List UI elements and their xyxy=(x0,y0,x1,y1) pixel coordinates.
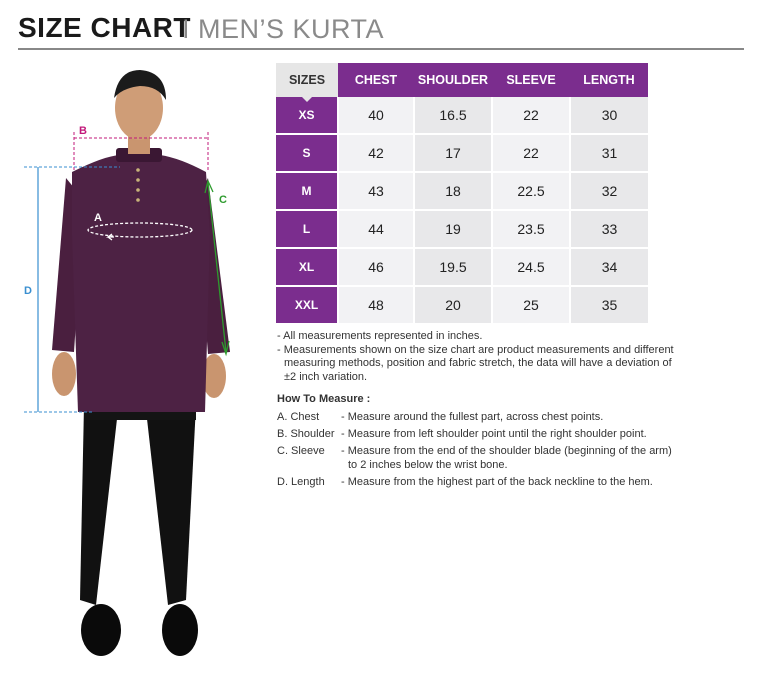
marker-a-label: A xyxy=(94,212,102,224)
right-shoe xyxy=(162,604,198,656)
measure-description: - Measure from left shoulder point until the right shoulder point. xyxy=(341,428,647,440)
measure-item-chest xyxy=(277,410,747,424)
table-row xyxy=(276,286,648,324)
size-table xyxy=(276,63,648,325)
header-shoulder: SHOULDER xyxy=(414,63,492,97)
left-leg xyxy=(80,405,118,605)
shoulder-value: 20 xyxy=(414,286,492,324)
length-value: 33 xyxy=(570,210,648,248)
marker-b-label: B xyxy=(79,125,87,137)
chest-value: 42 xyxy=(338,134,414,172)
sleeve-value: 23.5 xyxy=(492,210,570,248)
measure-description: - Measure around the fullest part, across chest points. xyxy=(341,411,604,423)
measure-label: D. Length xyxy=(277,476,325,488)
right-leg xyxy=(146,405,196,605)
size-label: L xyxy=(276,210,338,248)
sleeve-value: 25 xyxy=(492,286,570,324)
chest-value: 48 xyxy=(338,286,414,324)
measure-item-shoulder xyxy=(277,427,747,441)
length-value: 31 xyxy=(570,134,648,172)
page-title: SIZE CHART xyxy=(18,12,191,43)
model-figure xyxy=(0,60,262,671)
header-length: LENGTH xyxy=(570,63,648,97)
table-row xyxy=(276,248,648,286)
shoulder-value: 19 xyxy=(414,210,492,248)
sleeve-value: 24.5 xyxy=(492,248,570,286)
header-chest: CHEST xyxy=(338,63,414,97)
note-line: - All measurements represented in inches. xyxy=(277,330,483,342)
size-table-header-row xyxy=(276,63,648,97)
measure-item-sleeve xyxy=(277,444,747,472)
chest-value: 40 xyxy=(338,97,414,134)
sleeve-value: 22.5 xyxy=(492,172,570,210)
size-label: S xyxy=(276,134,338,172)
left-shoe xyxy=(81,604,121,656)
sleeve-value: 22 xyxy=(492,134,570,172)
length-value: 35 xyxy=(570,286,648,324)
note-line: - Measurements shown on the size chart are product measurements and different xyxy=(277,343,674,356)
kurta-body xyxy=(72,155,210,412)
left-hand xyxy=(52,352,76,396)
measure-label: A. Chest xyxy=(277,411,320,423)
header-sizes: SIZES xyxy=(276,63,338,97)
how-to-measure xyxy=(277,393,747,492)
kurta-model-illustration xyxy=(0,60,262,671)
measure-description xyxy=(341,444,747,472)
note-line: measuring methods, position and fabric stretch, the data will have a deviation of xyxy=(284,357,672,369)
measure-description-line: to 2 inches below the wrist bone. xyxy=(348,459,508,471)
chest-value: 43 xyxy=(338,172,414,210)
table-row xyxy=(276,134,648,172)
size-label: XS xyxy=(276,97,338,134)
table-row xyxy=(276,210,648,248)
how-to-measure-title: How To Measure : xyxy=(277,393,371,405)
size-label: XL xyxy=(276,248,338,286)
measurement-notes xyxy=(277,330,747,384)
marker-c-label: C xyxy=(219,194,227,206)
measure-description: - Measure from the highest part of the back neckline to the hem. xyxy=(341,476,653,488)
length-value: 32 xyxy=(570,172,648,210)
table-row xyxy=(276,172,648,210)
sleeve-value: 22 xyxy=(492,97,570,134)
shoulder-value: 19.5 xyxy=(414,248,492,286)
length-value: 34 xyxy=(570,248,648,286)
table-row xyxy=(276,97,648,134)
marker-d-label: D xyxy=(24,285,32,297)
shoulder-value: 17 xyxy=(414,134,492,172)
shoulder-value: 18 xyxy=(414,172,492,210)
size-label: M xyxy=(276,172,338,210)
length-value: 30 xyxy=(570,97,648,134)
chest-value: 46 xyxy=(338,248,414,286)
shoulder-value: 16.5 xyxy=(414,97,492,134)
measure-label: C. Sleeve xyxy=(277,445,325,457)
page-subtitle: I MEN’S KURTA xyxy=(182,14,385,44)
measure-description-line: - Measure from the end of the shoulder blade (beginning of the arm) xyxy=(341,445,672,457)
header-sleeve: SLEEVE xyxy=(492,63,570,97)
measure-item-length xyxy=(277,475,747,489)
note-line: ±2 inch variation. xyxy=(284,370,368,383)
size-label: XXL xyxy=(276,286,338,324)
page-header xyxy=(18,10,744,50)
chest-value: 44 xyxy=(338,210,414,248)
measure-label: B. Shoulder xyxy=(277,428,335,440)
